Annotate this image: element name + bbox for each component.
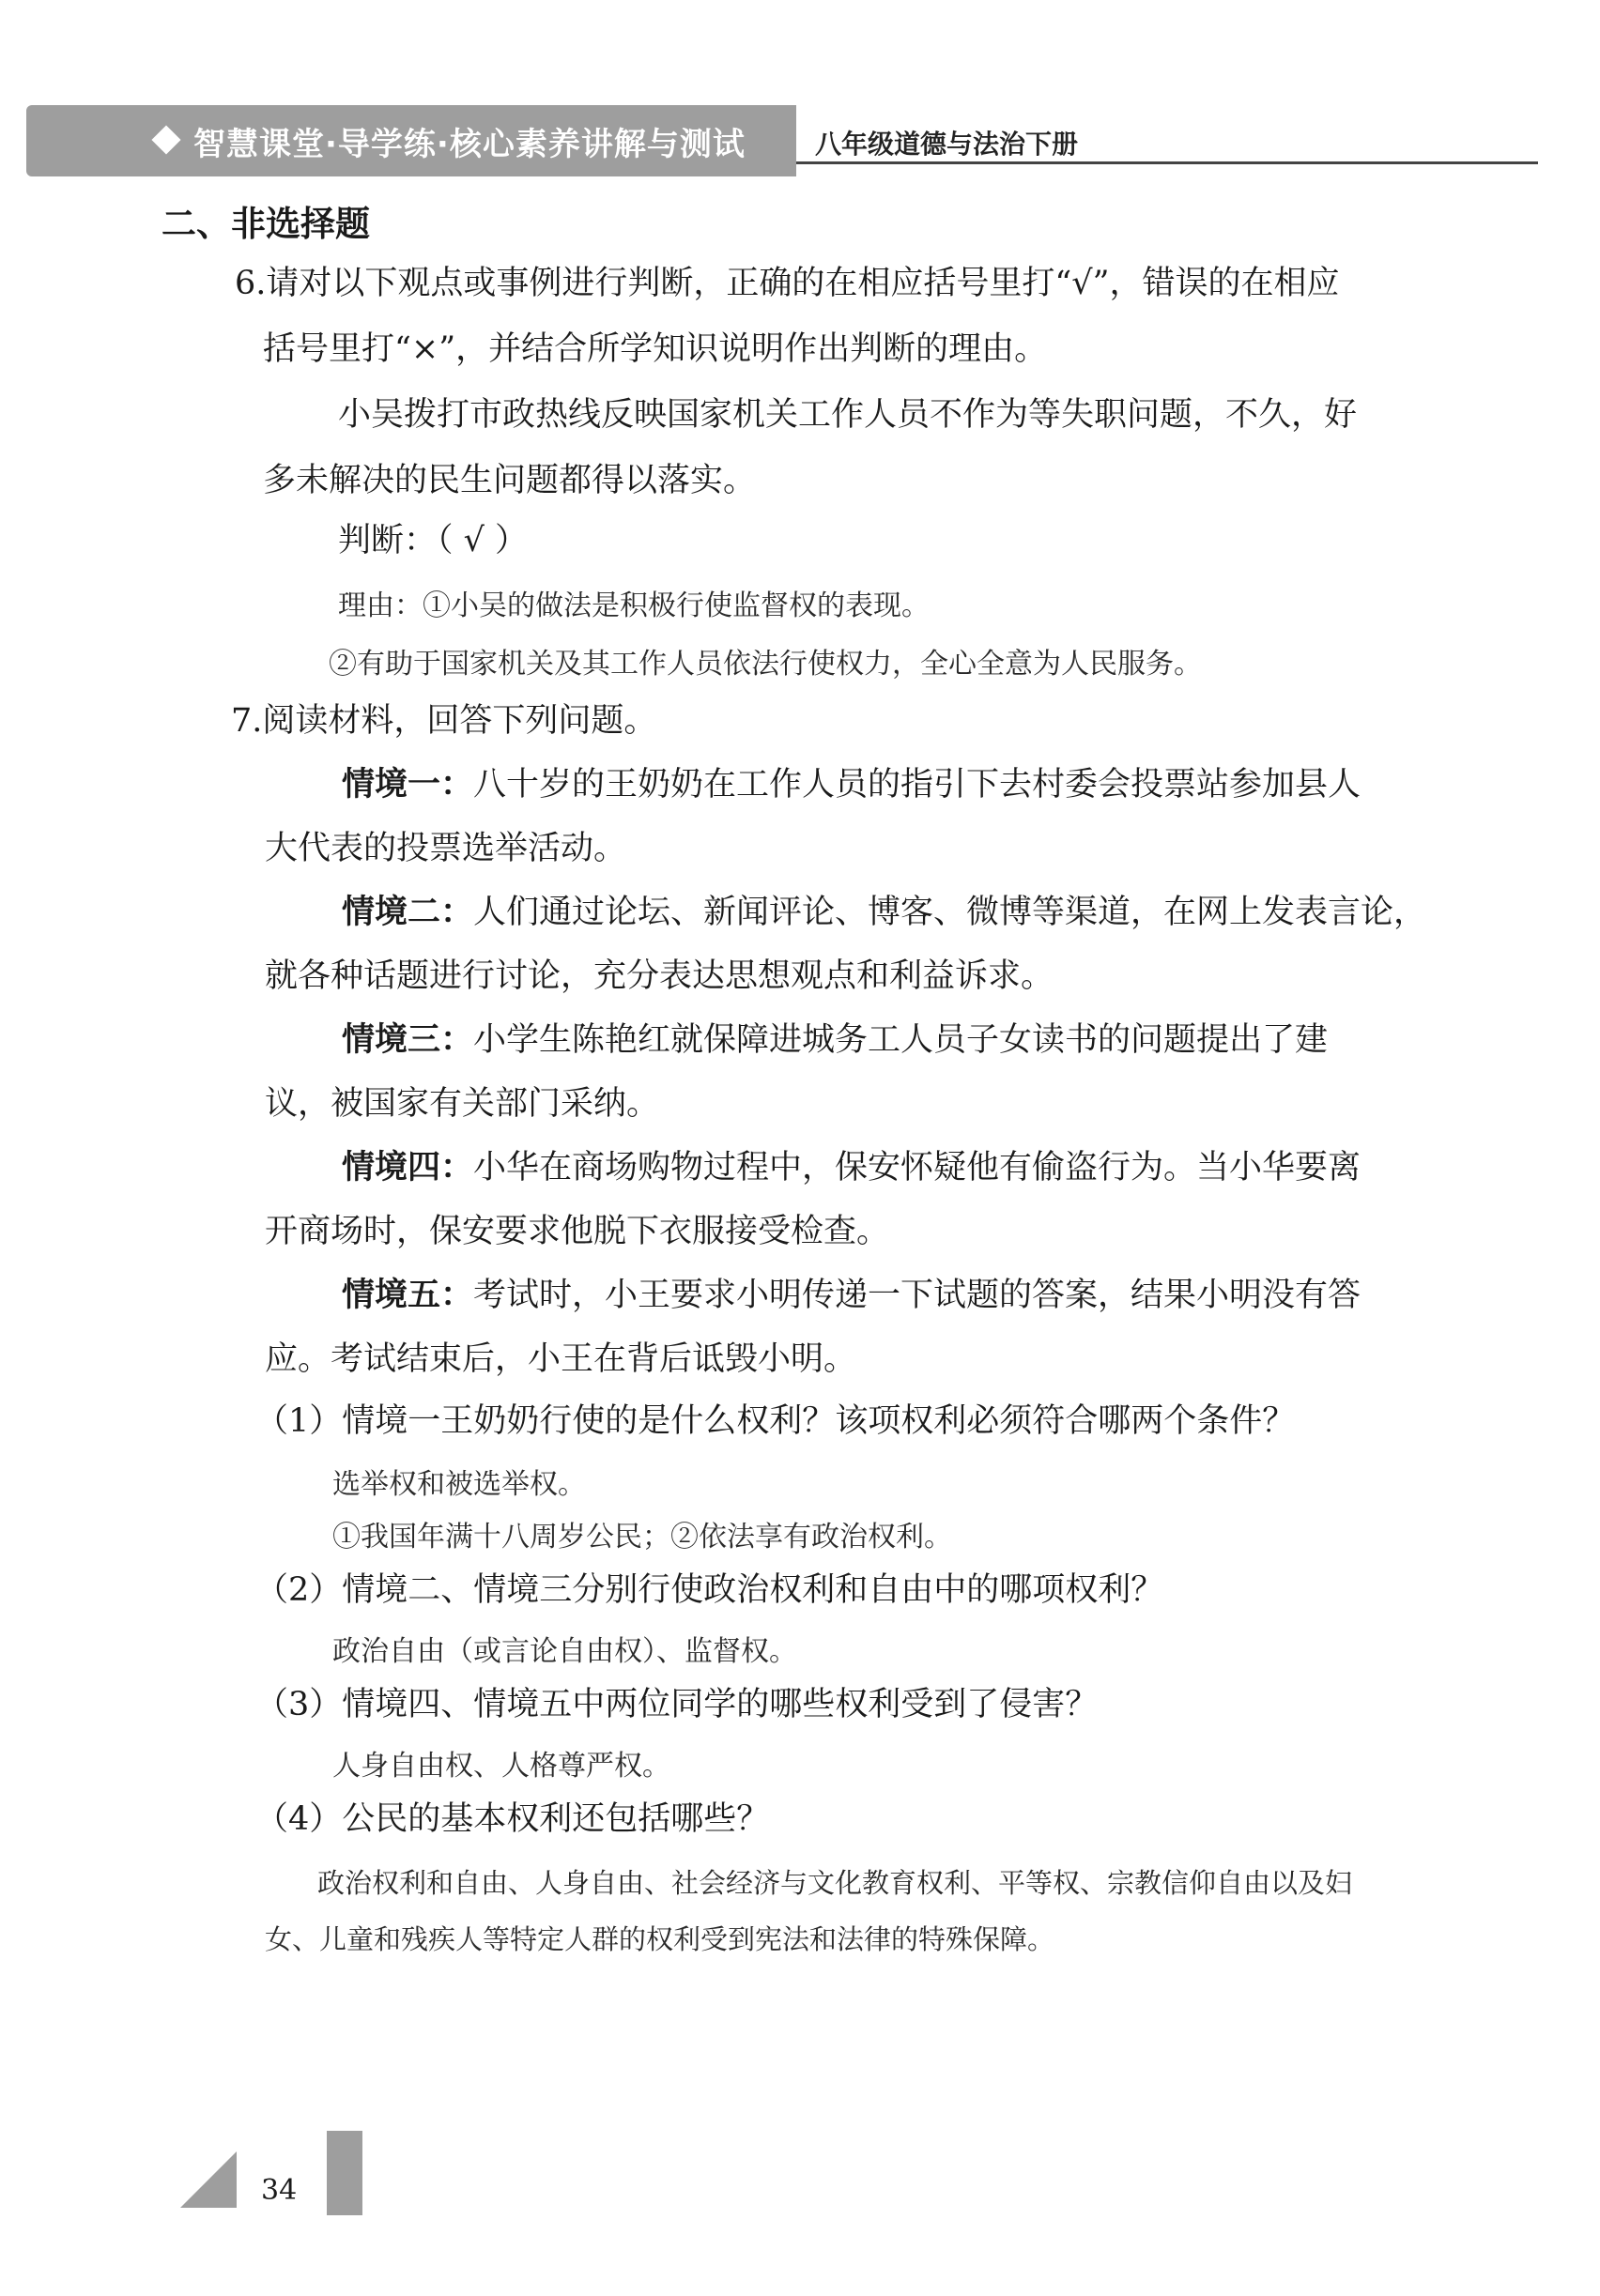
q6-reason-line-1: 理由：①小吴的做法是积极行使监督权的表现。 xyxy=(338,589,930,622)
diamond-icon xyxy=(151,125,180,154)
page-number: 34 xyxy=(261,2174,298,2207)
q7-sub-question-4: （4）公民的基本权利还包括哪些？ xyxy=(255,1800,770,1838)
scenario-1-text: 八十岁的王奶奶在工作人员的指引下去村委会投票站参加县人 xyxy=(473,766,1362,804)
q7-scenario-3-line-2: 议，被国家有关部门采纳。 xyxy=(265,1085,660,1123)
page-header xyxy=(26,105,1510,176)
q7-scenario-1-line-1 xyxy=(342,758,1361,805)
footer-triangle xyxy=(180,2151,237,2208)
q6-stem-line-2: 括号里打“×”，并结合所学知识说明作出判断的理由。 xyxy=(263,330,1048,368)
q7-answer-1-line-1: 选举权和被选举权。 xyxy=(332,1468,586,1501)
q7-scenario-5-line-1 xyxy=(342,1269,1361,1316)
scenario-2-label: 情境二： xyxy=(342,893,474,931)
q7-scenario-4-line-2: 开商场时，保安要求他脱下衣服接受检查。 xyxy=(265,1213,890,1250)
q7-sub-question-1: （1）情境一王奶奶行使的是什么权利？该项权利必须符合哪两个条件？ xyxy=(255,1402,1296,1440)
q7-scenario-2-line-2: 就各种话题进行讨论，充分表达思想观点和利益诉求。 xyxy=(265,957,1054,995)
q7-sub-question-2: （2）情境二、情境三分别行使政治权利和自由中的哪项权利？ xyxy=(255,1571,1164,1609)
scenario-5-label: 情境五： xyxy=(342,1276,474,1314)
q7-answer-3: 人身自由权、人格尊严权。 xyxy=(332,1750,670,1783)
q7-answer-4-line-2: 女、儿童和残疾人等特定人群的权利受到宪法和法律的特殊保障。 xyxy=(265,1923,1055,1955)
q7-answer-2: 政治自由（或言论自由权）、监督权。 xyxy=(332,1635,797,1668)
q7-answer-1-line-2: ①我国年满十八周岁公民；②依法享有政治权利。 xyxy=(332,1521,952,1554)
q7-answer-4-line-1: 政治权利和自由、人身自由、社会经济与文化教育权利、平等权、宗教信仰自由以及妇 xyxy=(317,1867,1353,1899)
scenario-3-text: 小学生陈艳红就保障进城务工人员子女读书的问题提出了建 xyxy=(473,1021,1329,1059)
footer-bar xyxy=(327,2131,362,2215)
scenario-3-label: 情境三： xyxy=(342,1020,474,1059)
q7-scenario-1-line-2: 大代表的投票选举活动。 xyxy=(265,830,627,867)
scenario-2-text: 人们通过论坛、新闻评论、博客、微博等渠道，在网上发表言论， xyxy=(473,894,1427,931)
scenario-4-text: 小华在商场购物过程中，保安怀疑他有偷盗行为。当小华要离 xyxy=(473,1149,1362,1186)
section-heading: 二、非选择题 xyxy=(162,204,370,244)
header-banner xyxy=(26,105,796,176)
book-subtitle: 八年级道德与法治下册 xyxy=(815,129,1079,160)
q7-scenario-4-line-1 xyxy=(342,1141,1361,1188)
q6-judgment: 判断：（ √ ） xyxy=(338,522,529,559)
header-rule xyxy=(796,161,1538,164)
q7-sub-question-3: （3）情境四、情境五中两位同学的哪些权利受到了侵害？ xyxy=(255,1686,1099,1723)
q7-scenario-3-line-1 xyxy=(342,1014,1328,1061)
q7-scenario-5-line-2: 应。考试结束后，小王在背后诋毁小明。 xyxy=(265,1340,857,1378)
q6-case-line-1: 小吴拨打市政热线反映国家机关工作人员不作为等失职问题，不久，好 xyxy=(338,396,1358,434)
scenario-5-text: 考试时，小王要求小明传递一下试题的答案，结果小明没有答 xyxy=(473,1277,1362,1314)
q7-scenario-2-line-1 xyxy=(342,886,1426,933)
scenario-4-label: 情境四： xyxy=(342,1148,474,1186)
book-series-title: 智慧课堂·导学练·核心素养讲解与测试 xyxy=(193,126,746,163)
q6-reason-line-2: ②有助于国家机关及其工作人员依法行使权力，全心全意为人民服务。 xyxy=(329,648,1202,681)
scenario-1-label: 情境一： xyxy=(342,765,474,804)
q6-case-line-2: 多未解决的民生问题都得以落实。 xyxy=(263,462,757,499)
q6-stem-line-1: 6.请对以下观点或事例进行判断，正确的在相应括号里打“√”，错误的在相应 xyxy=(235,265,1340,302)
q7-stem: 7.阅读材料，回答下列问题。 xyxy=(231,702,657,740)
